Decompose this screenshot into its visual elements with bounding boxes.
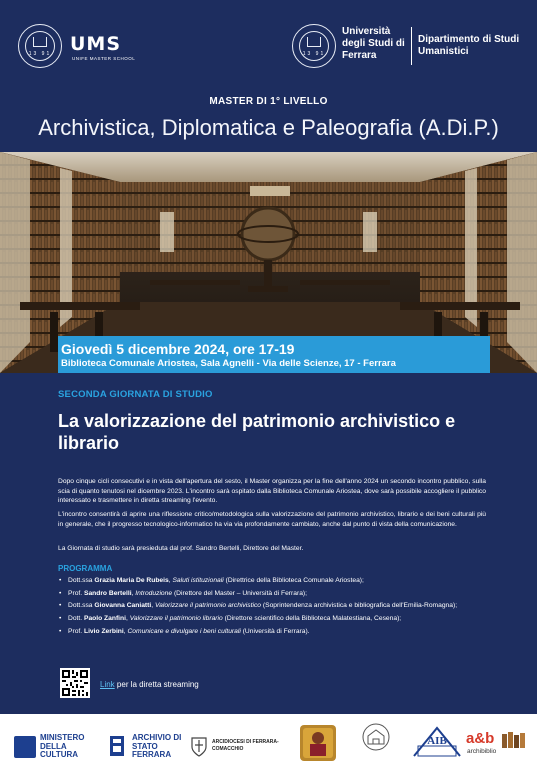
program-item: • Prof. Sandro Bertelli, Introduzione (Direttore del Master – Università di Ferrara); [58, 589, 488, 599]
header [0, 0, 537, 82]
divider [411, 27, 412, 65]
program-item: • Dott.ssa Grazia Maria De Rubeis, Saluti istituzionali (Direttrice della Biblioteca Comunale Ariostea); [58, 576, 488, 586]
event-date-time: Giovedì 5 dicembre 2024, ore 17-19 [61, 341, 295, 357]
archivio-icon [108, 734, 126, 758]
master-title: Archivistica, Diplomatica e Paleografia (A.Di.P.) [38, 115, 499, 140]
cathedral-icon [356, 722, 396, 752]
unife-seal-icon: 13 91 [18, 24, 62, 68]
headline: La valorizzazione del patrimonio archivistico e librario [58, 411, 456, 453]
streaming-line [100, 680, 199, 689]
ministero-cultura-logo: MINISTERO DELLA CULTURA [14, 731, 98, 761]
ums-subtitle: UNIFE MASTER SCHOOL [72, 56, 136, 61]
paragraph: L'incontro consentirà di aprire una riflessione critico/metodologica sulla valorizzazione del patrimonio archivistico, librario e dei beni culturali più in generale, che il progresso tecnologico-informatico ha via via profondamente cambiato, anche dal punto di vista della comunicazione. [58, 511, 486, 528]
mic-icon [14, 736, 36, 758]
program-label: PROGRAMMA [58, 564, 113, 573]
books-icon [502, 732, 526, 748]
coat-of-arms-icon [190, 735, 208, 757]
archibiblio-logo: a&b archibiblio [466, 726, 530, 760]
saint-medallion-icon [298, 723, 338, 763]
paragraph: Dopo cinque cicli consecutivi e in vista dell'apertura del sesto, il Master organizza per la fine dell'anno 2024 un secondo incontro pubblico, sulla scia di quanto tenutosi nel dicembre 2023. L'incontro sarà ospitato dalla Biblioteca Comunale Ariostea, dove sarà possibile accogliere il pubblico interessato e trasmettere in diretta streaming l'evento. [58, 478, 486, 505]
arcidiocesi-logo: ARCIDIOCESI DI FERRARA-COMACCHIO [190, 731, 290, 761]
event-place: Biblioteca Comunale Ariostea, Sala Agnelli - Via delle Scienze, 17 - Ferrara [61, 358, 396, 369]
streaming-text: per la diretta streaming [116, 680, 199, 689]
department-name: Dipartimento di Studi Umanistici [418, 34, 520, 57]
archivio-stato-logo: ARCHIVIO DI STATO FERRARA [108, 731, 180, 761]
svg-text:AIB: AIB [427, 735, 447, 747]
unife-seal-icon: 13 91 [292, 24, 336, 68]
footer-logos [0, 714, 537, 768]
program-item: • Dott.ssa Giovanna Caniatti, Valorizzare il patrimonio archivistico (Soprintendenza archivistica e bibliografica dell'Emilia-Romagna); [58, 601, 488, 611]
program-item: • Prof. Livio Zerbini, Comunicare e divulgare i beni culturali (Università di Ferrara). [58, 627, 488, 637]
streaming-link[interactable]: Link [100, 680, 115, 689]
aib-logo [410, 722, 464, 762]
university-name: Università degli Studi di Ferrara [342, 26, 405, 61]
cathedral-logo [356, 722, 396, 764]
paragraph: La Giornata di studio sarà presieduta dal prof. Sandro Bertelli, Direttore del Master. [58, 545, 304, 552]
kicker: SECONDA GIORNATA DI STUDIO [58, 389, 213, 400]
program-list [58, 576, 488, 639]
program-item: • Dott. Paolo Zanfini, Valorizzare il patrimonio librario (Direttore scientifico della Biblioteca Malatestiana, Cesena); [58, 614, 488, 624]
master-level: MASTER DI 1° LIVELLO [209, 96, 328, 107]
qr-code[interactable] [60, 668, 90, 698]
event-date-banner [58, 336, 490, 373]
ums-logo: UMS [70, 33, 122, 55]
